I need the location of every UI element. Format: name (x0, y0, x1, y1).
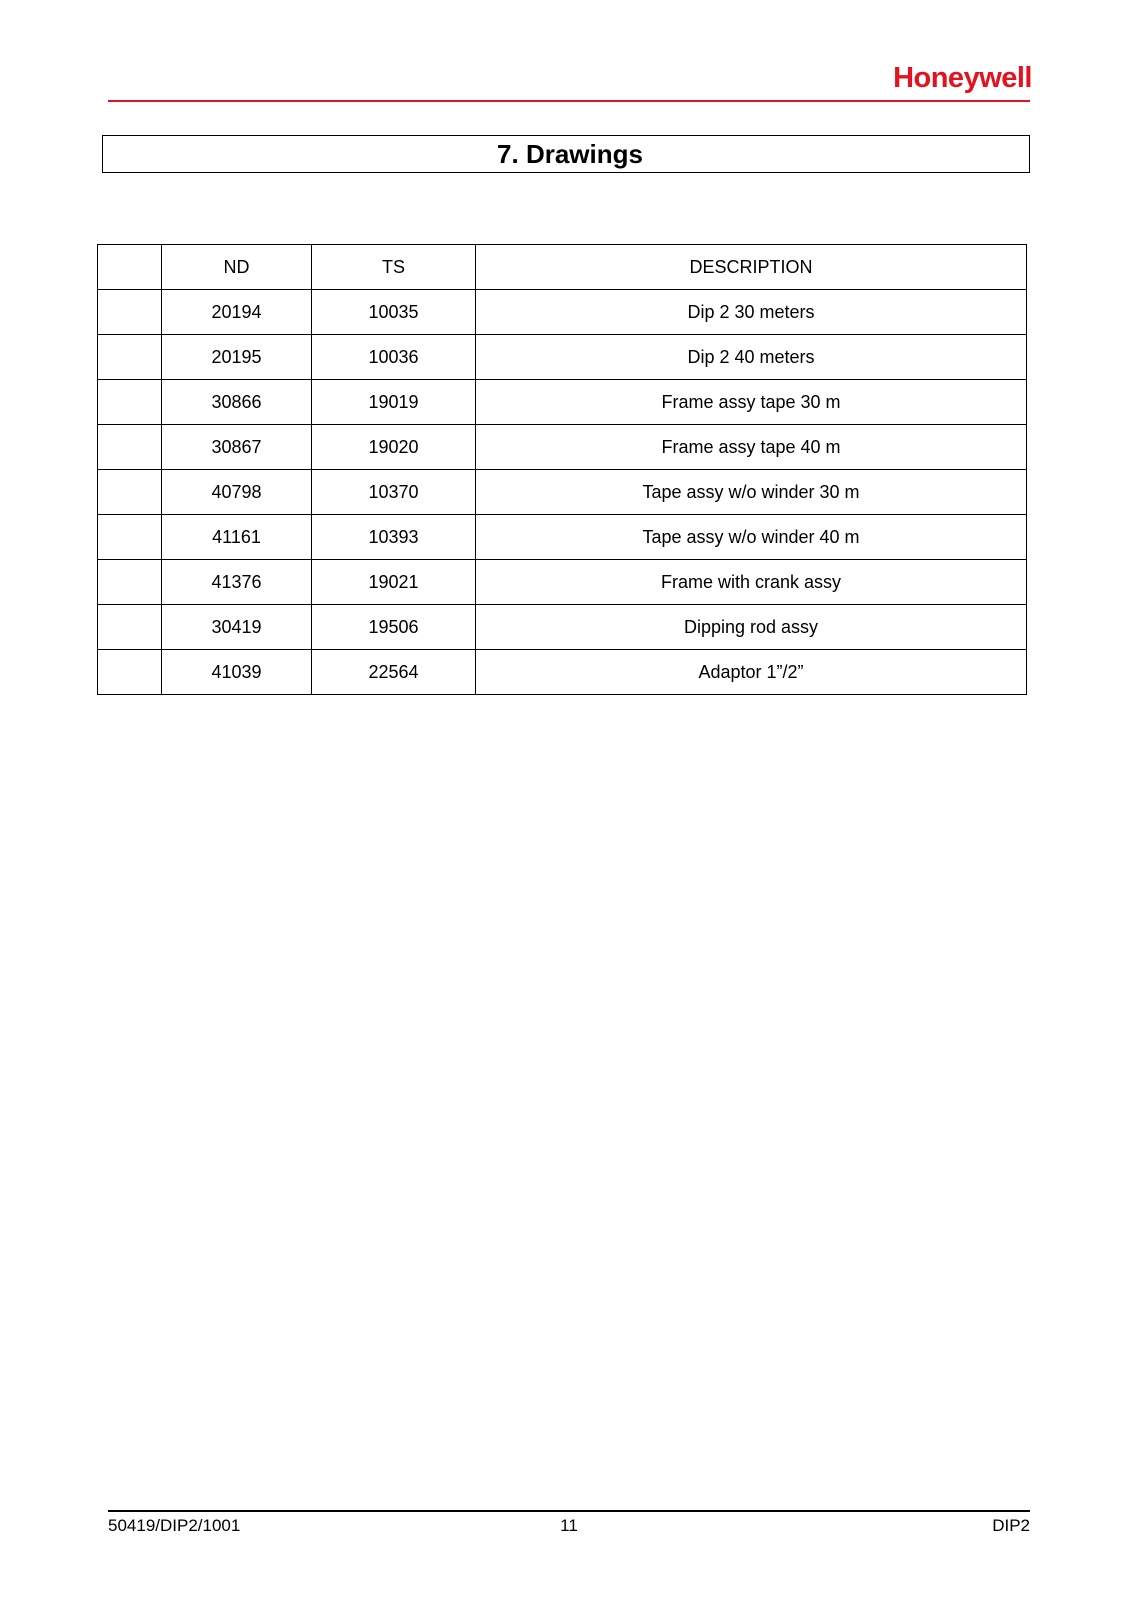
cell-description: Tape assy w/o winder 40 m (476, 515, 1027, 560)
cell-ts: 10393 (312, 515, 476, 560)
cell-blank (98, 560, 162, 605)
cell-blank (98, 515, 162, 560)
cell-nd: 41039 (162, 650, 312, 695)
table-row (98, 425, 1027, 470)
table-row (98, 560, 1027, 605)
cell-blank (98, 380, 162, 425)
cell-ts: 22564 (312, 650, 476, 695)
cell-nd: 30866 (162, 380, 312, 425)
cell-description: Dipping rod assy (476, 605, 1027, 650)
cell-blank (98, 335, 162, 380)
cell-nd: 41376 (162, 560, 312, 605)
table-row (98, 470, 1027, 515)
table-row (98, 290, 1027, 335)
table-header-row (98, 245, 1027, 290)
cell-nd: 20195 (162, 335, 312, 380)
cell-ts: 10036 (312, 335, 476, 380)
honeywell-logo: Honeywell (893, 62, 1032, 94)
cell-blank (98, 605, 162, 650)
footer-page-number: 11 (560, 1516, 578, 1535)
cell-nd: 41161 (162, 515, 312, 560)
cell-description: Frame assy tape 40 m (476, 425, 1027, 470)
footer-product: DIP2 (992, 1516, 1030, 1535)
page-footer (108, 1516, 1030, 1540)
cell-description: Dip 2 40 meters (476, 335, 1027, 380)
cell-nd: 40798 (162, 470, 312, 515)
cell-ts: 19019 (312, 380, 476, 425)
cell-blank (98, 290, 162, 335)
cell-ts: 19020 (312, 425, 476, 470)
header-rule (108, 100, 1030, 102)
column-header-nd: ND (162, 245, 312, 290)
cell-nd: 20194 (162, 290, 312, 335)
cell-description: Frame assy tape 30 m (476, 380, 1027, 425)
footer-rule (108, 1510, 1030, 1512)
cell-blank (98, 470, 162, 515)
table-row (98, 650, 1027, 695)
cell-blank (98, 650, 162, 695)
table-row (98, 605, 1027, 650)
cell-description: Adaptor 1”/2” (476, 650, 1027, 695)
cell-nd: 30867 (162, 425, 312, 470)
cell-ts: 10370 (312, 470, 476, 515)
table-row (98, 515, 1027, 560)
column-header-description: DESCRIPTION (476, 245, 1027, 290)
drawings-table (97, 244, 1027, 695)
cell-ts: 19021 (312, 560, 476, 605)
cell-ts: 19506 (312, 605, 476, 650)
footer-doc-number: 50419/DIP2/1001 (108, 1516, 241, 1535)
section-title-box (102, 135, 1030, 173)
cell-description: Dip 2 30 meters (476, 290, 1027, 335)
cell-description: Tape assy w/o winder 30 m (476, 470, 1027, 515)
cell-ts: 10035 (312, 290, 476, 335)
cell-blank (98, 425, 162, 470)
column-header-blank (98, 245, 162, 290)
table-row (98, 380, 1027, 425)
cell-description: Frame with crank assy (476, 560, 1027, 605)
column-header-ts: TS (312, 245, 476, 290)
section-title: 7. Drawings (497, 138, 643, 169)
table-row (98, 335, 1027, 380)
cell-nd: 30419 (162, 605, 312, 650)
